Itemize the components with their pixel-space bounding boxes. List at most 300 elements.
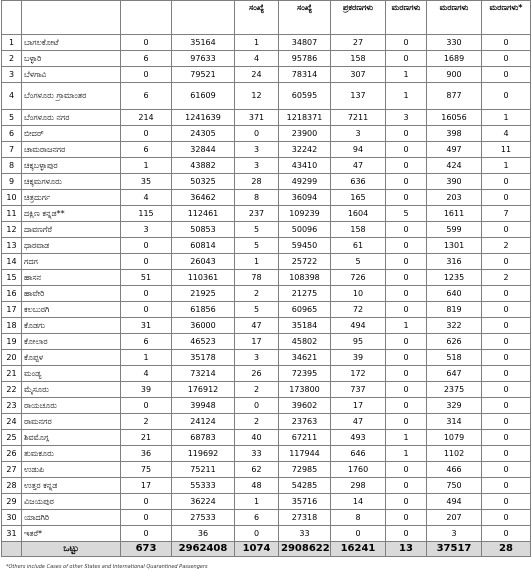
header-col-1 <box>121 1 172 35</box>
row-value-c7: 16056 <box>427 110 482 126</box>
row-value-c8: 0 <box>482 366 531 382</box>
row-value-c1: 2 <box>121 414 172 430</box>
row-value-c1: 6 <box>121 334 172 350</box>
row-value-c2: 21925 <box>172 286 235 302</box>
row-serial-number: 15 <box>2 270 22 286</box>
row-value-c8: 0 <box>482 414 531 430</box>
row-district-name: ರಾಯಚೂರು <box>22 398 121 414</box>
row-value-c3: 5 <box>235 238 279 254</box>
row-value-c6: 0 <box>386 302 427 318</box>
row-value-c2: 176912 <box>172 382 235 398</box>
row-value-c3: 371 <box>235 110 279 126</box>
table-row <box>2 430 531 446</box>
row-value-c8: 0 <box>482 286 531 302</box>
row-district-name: ಚಿತ್ರದುರ್ಗ <box>22 190 121 206</box>
row-value-c6: 0 <box>386 366 427 382</box>
row-value-c2: 110361 <box>172 270 235 286</box>
row-value-c7: 2375 <box>427 382 482 398</box>
row-value-c5: 7211 <box>331 110 386 126</box>
row-value-c2: 26043 <box>172 254 235 270</box>
row-value-c6: 0 <box>386 334 427 350</box>
row-value-c2: 79521 <box>172 67 235 83</box>
row-value-c3: 0 <box>235 526 279 542</box>
row-value-c8: 0 <box>482 430 531 446</box>
row-value-c8: 0 <box>482 83 531 110</box>
row-value-c5: 72 <box>331 302 386 318</box>
header-col-5: ಪ್ರಕರಣಗಳು <box>331 1 386 35</box>
row-serial-number: 3 <box>2 67 22 83</box>
row-value-c1: 4 <box>121 190 172 206</box>
row-value-c2: 36 <box>172 526 235 542</box>
row-value-c4: 78314 <box>279 67 331 83</box>
row-value-c3: 3 <box>235 350 279 366</box>
row-value-c4: 59450 <box>279 238 331 254</box>
row-value-c4: 95786 <box>279 51 331 67</box>
row-value-c3: 3 <box>235 142 279 158</box>
row-value-c5: 8 <box>331 510 386 526</box>
row-serial-number: 10 <box>2 190 22 206</box>
row-value-c3: 2 <box>235 286 279 302</box>
row-serial-number: 30 <box>2 510 22 526</box>
row-district-name: ಬಳ್ಳಾರಿ <box>22 51 121 67</box>
row-value-c1: 0 <box>121 302 172 318</box>
row-value-c8: 2 <box>482 270 531 286</box>
row-serial-number: 8 <box>2 158 22 174</box>
table-row <box>2 238 531 254</box>
row-serial-number: 17 <box>2 302 22 318</box>
row-value-c7: 626 <box>427 334 482 350</box>
row-value-c8: 0 <box>482 35 531 51</box>
row-value-c2: 75211 <box>172 462 235 478</box>
total-value-c6: 13 <box>386 542 427 557</box>
row-value-c6: 0 <box>386 142 427 158</box>
row-value-c1: 75 <box>121 462 172 478</box>
table-row <box>2 190 531 206</box>
row-value-c7: 322 <box>427 318 482 334</box>
row-value-c1: 1 <box>121 158 172 174</box>
row-value-c1: 3 <box>121 222 172 238</box>
total-blank-cell <box>2 542 22 557</box>
row-value-c5: 0 <box>331 526 386 542</box>
row-serial-number: 28 <box>2 478 22 494</box>
row-value-c7: 877 <box>427 83 482 110</box>
row-district-name: ತುಮಕೂರು <box>22 446 121 462</box>
row-value-c7: 900 <box>427 67 482 83</box>
table-row <box>2 174 531 190</box>
row-value-c3: 6 <box>235 510 279 526</box>
row-value-c2: 1241639 <box>172 110 235 126</box>
row-value-c2: 43882 <box>172 158 235 174</box>
row-value-c1: 1 <box>121 350 172 366</box>
row-value-c7: 314 <box>427 414 482 430</box>
row-value-c6: 0 <box>386 414 427 430</box>
row-value-c3: 1 <box>235 35 279 51</box>
table-row <box>2 35 531 51</box>
row-value-c7: 1611 <box>427 206 482 222</box>
row-value-c4: 54285 <box>279 478 331 494</box>
row-value-c5: 165 <box>331 190 386 206</box>
row-value-c6: 0 <box>386 382 427 398</box>
row-serial-number: 21 <box>2 366 22 382</box>
row-value-c6: 0 <box>386 238 427 254</box>
row-value-c4: 36094 <box>279 190 331 206</box>
row-value-c1: 0 <box>121 286 172 302</box>
table-row <box>2 462 531 478</box>
row-value-c2: 35164 <box>172 35 235 51</box>
row-value-c6: 0 <box>386 462 427 478</box>
row-value-c4: 35184 <box>279 318 331 334</box>
row-value-c7: 518 <box>427 350 482 366</box>
row-serial-number: 1 <box>2 35 22 51</box>
row-value-c1: 0 <box>121 510 172 526</box>
row-value-c1: 51 <box>121 270 172 286</box>
row-value-c2: 35178 <box>172 350 235 366</box>
row-value-c2: 55333 <box>172 478 235 494</box>
row-value-c1: 0 <box>121 126 172 142</box>
total-value-c4: 2908622 <box>279 542 331 557</box>
row-value-c4: 67211 <box>279 430 331 446</box>
row-value-c1: 0 <box>121 526 172 542</box>
row-value-c2: 36000 <box>172 318 235 334</box>
header-col-8: ಮರಣಗಳು* <box>482 1 531 35</box>
row-value-c5: 172 <box>331 366 386 382</box>
row-value-c4: 43410 <box>279 158 331 174</box>
row-value-c7: 1079 <box>427 430 482 446</box>
row-value-c4: 34621 <box>279 350 331 366</box>
row-value-c4: 39602 <box>279 398 331 414</box>
row-value-c6: 0 <box>386 254 427 270</box>
row-value-c8: 0 <box>482 462 531 478</box>
row-district-name: ಉತ್ತರ ಕನ್ನಡ <box>22 478 121 494</box>
row-value-c8: 0 <box>482 446 531 462</box>
row-value-c5: 494 <box>331 318 386 334</box>
table-body <box>2 35 531 557</box>
row-value-c8: 0 <box>482 398 531 414</box>
table-row <box>2 142 531 158</box>
row-value-c3: 62 <box>235 462 279 478</box>
row-value-c8: 0 <box>482 382 531 398</box>
row-value-c5: 39 <box>331 350 386 366</box>
row-value-c8: 7 <box>482 206 531 222</box>
row-value-c8: 2 <box>482 238 531 254</box>
row-district-name: ರಾಮನಗರ <box>22 414 121 430</box>
table-row <box>2 51 531 67</box>
row-district-name: ದಕ್ಷಿಣ ಕನ್ನಡ** <box>22 206 121 222</box>
row-value-c8: 0 <box>482 302 531 318</box>
row-value-c7: 390 <box>427 174 482 190</box>
row-district-name: ಉಡುಪಿ <box>22 462 121 478</box>
row-value-c1: 36 <box>121 446 172 462</box>
row-value-c6: 0 <box>386 510 427 526</box>
row-value-c1: 115 <box>121 206 172 222</box>
row-value-c5: 47 <box>331 414 386 430</box>
row-value-c3: 0 <box>235 126 279 142</box>
row-value-c6: 0 <box>386 286 427 302</box>
row-value-c3: 2 <box>235 414 279 430</box>
row-value-c3: 28 <box>235 174 279 190</box>
row-value-c6: 0 <box>386 126 427 142</box>
row-value-c5: 636 <box>331 174 386 190</box>
row-value-c6: 1 <box>386 67 427 83</box>
row-value-c3: 78 <box>235 270 279 286</box>
row-serial-number: 23 <box>2 398 22 414</box>
row-value-c7: 819 <box>427 302 482 318</box>
row-value-c2: 50325 <box>172 174 235 190</box>
row-serial-number: 29 <box>2 494 22 510</box>
header-col-6: ಮರಣಗಳು <box>386 1 427 35</box>
row-value-c4: 32242 <box>279 142 331 158</box>
row-value-c1: 0 <box>121 35 172 51</box>
table-row <box>2 286 531 302</box>
row-value-c2: 32844 <box>172 142 235 158</box>
table-row <box>2 83 531 110</box>
row-value-c5: 3 <box>331 126 386 142</box>
row-value-c7: 1689 <box>427 51 482 67</box>
row-serial-number: 7 <box>2 142 22 158</box>
row-value-c4: 117944 <box>279 446 331 462</box>
row-value-c3: 1 <box>235 494 279 510</box>
row-value-c7: 330 <box>427 35 482 51</box>
total-value-c2: 2962408 <box>172 542 235 557</box>
table-row <box>2 222 531 238</box>
header-col-4: ಸಂಖ್ಯೆ <box>279 1 331 35</box>
row-serial-number: 19 <box>2 334 22 350</box>
table-row <box>2 398 531 414</box>
row-district-name: ಚಾಮರಾಜನಗರ <box>22 142 121 158</box>
row-value-c4: 45802 <box>279 334 331 350</box>
header-col-3: ಸಂಖ್ಯೆ <box>235 1 279 35</box>
row-value-c7: 424 <box>427 158 482 174</box>
row-district-name: ಚಿಕ್ಕಬಳ್ಳಾಪುರ <box>22 158 121 174</box>
row-district-name: ಹಾವೇರಿ <box>22 286 121 302</box>
row-value-c3: 47 <box>235 318 279 334</box>
row-value-c8: 0 <box>482 478 531 494</box>
row-value-c3: 4 <box>235 51 279 67</box>
row-value-c6: 0 <box>386 526 427 542</box>
table-row <box>2 302 531 318</box>
row-value-c3: 17 <box>235 334 279 350</box>
row-value-c7: 647 <box>427 366 482 382</box>
row-value-c4: 72395 <box>279 366 331 382</box>
row-value-c8: 0 <box>482 222 531 238</box>
row-value-c5: 158 <box>331 222 386 238</box>
total-value-c8: 28 <box>482 542 531 557</box>
row-value-c7: 494 <box>427 494 482 510</box>
row-value-c2: 97633 <box>172 51 235 67</box>
row-serial-number: 24 <box>2 414 22 430</box>
table-row <box>2 414 531 430</box>
row-value-c3: 237 <box>235 206 279 222</box>
header-row <box>2 1 531 35</box>
row-value-c5: 646 <box>331 446 386 462</box>
row-serial-number: 16 <box>2 286 22 302</box>
footnote: *Others include Cases of other States and International Quarantined Passengers <box>6 564 208 570</box>
row-value-c1: 6 <box>121 83 172 110</box>
row-district-name: ಧಾರವಾಡ <box>22 238 121 254</box>
row-value-c4: 173800 <box>279 382 331 398</box>
row-value-c6: 0 <box>386 51 427 67</box>
total-value-c1: 673 <box>121 542 172 557</box>
table-row <box>2 254 531 270</box>
table-row <box>2 350 531 366</box>
total-value-c5: 16241 <box>331 542 386 557</box>
table-row <box>2 206 531 222</box>
row-value-c8: 0 <box>482 510 531 526</box>
row-value-c7: 203 <box>427 190 482 206</box>
row-value-c4: 60595 <box>279 83 331 110</box>
row-value-c6: 1 <box>386 430 427 446</box>
row-value-c8: 4 <box>482 126 531 142</box>
row-district-name: ಮೈಸೂರು <box>22 382 121 398</box>
row-serial-number: 31 <box>2 526 22 542</box>
row-value-c2: 36224 <box>172 494 235 510</box>
row-district-name: ವಿಜಯಪುರ <box>22 494 121 510</box>
row-district-name: ಚಿಕ್ಕಮಗಳೂರು <box>22 174 121 190</box>
row-value-c7: 329 <box>427 398 482 414</box>
row-serial-number: 5 <box>2 110 22 126</box>
row-value-c4: 23900 <box>279 126 331 142</box>
header-col-7: ಮರಣಗಳು <box>427 1 482 35</box>
row-value-c7: 316 <box>427 254 482 270</box>
row-value-c8: 0 <box>482 190 531 206</box>
row-value-c6: 0 <box>386 398 427 414</box>
table-row <box>2 67 531 83</box>
row-value-c2: 61856 <box>172 302 235 318</box>
table-row <box>2 110 531 126</box>
row-value-c4: 35716 <box>279 494 331 510</box>
row-value-c7: 207 <box>427 510 482 526</box>
row-value-c2: 60814 <box>172 238 235 254</box>
row-value-c5: 95 <box>331 334 386 350</box>
row-value-c8: 0 <box>482 174 531 190</box>
row-value-c6: 0 <box>386 222 427 238</box>
table-row <box>2 318 531 334</box>
row-serial-number: 20 <box>2 350 22 366</box>
row-district-name: ಶಿವಮೊಗ್ಗ <box>22 430 121 446</box>
table-row <box>2 158 531 174</box>
row-value-c2: 46523 <box>172 334 235 350</box>
header-sno <box>2 1 22 35</box>
row-value-c5: 726 <box>331 270 386 286</box>
row-value-c8: 0 <box>482 67 531 83</box>
row-value-c6: 0 <box>386 174 427 190</box>
row-district-name: ಕೊಪ್ಪಳ <box>22 350 121 366</box>
table-row <box>2 446 531 462</box>
header-col-2 <box>172 1 235 35</box>
row-value-c5: 61 <box>331 238 386 254</box>
row-value-c3: 24 <box>235 67 279 83</box>
row-value-c1: 21 <box>121 430 172 446</box>
row-value-c7: 1301 <box>427 238 482 254</box>
row-value-c4: 72985 <box>279 462 331 478</box>
row-serial-number: 25 <box>2 430 22 446</box>
row-value-c2: 39948 <box>172 398 235 414</box>
row-value-c7: 497 <box>427 142 482 158</box>
row-value-c5: 27 <box>331 35 386 51</box>
row-value-c4: 25722 <box>279 254 331 270</box>
row-value-c4: 27318 <box>279 510 331 526</box>
row-value-c5: 10 <box>331 286 386 302</box>
table-row <box>2 382 531 398</box>
row-serial-number: 4 <box>2 83 22 110</box>
row-serial-number: 26 <box>2 446 22 462</box>
row-value-c1: 6 <box>121 142 172 158</box>
row-district-name: ಯಾದಗಿರಿ <box>22 510 121 526</box>
row-value-c7: 640 <box>427 286 482 302</box>
row-district-name: ಕಲಬುರಗಿ <box>22 302 121 318</box>
row-value-c1: 31 <box>121 318 172 334</box>
row-value-c1: 4 <box>121 366 172 382</box>
row-serial-number: 12 <box>2 222 22 238</box>
row-value-c2: 27533 <box>172 510 235 526</box>
row-value-c4: 33 <box>279 526 331 542</box>
row-value-c7: 398 <box>427 126 482 142</box>
table-row <box>2 270 531 286</box>
row-district-name: ಬೆಂಗಳೂರು ನಗರ <box>22 110 121 126</box>
row-value-c4: 1218371 <box>279 110 331 126</box>
row-value-c2: 24305 <box>172 126 235 142</box>
row-value-c4: 60965 <box>279 302 331 318</box>
row-value-c8: 0 <box>482 334 531 350</box>
row-value-c8: 0 <box>482 350 531 366</box>
row-value-c7: 1235 <box>427 270 482 286</box>
row-value-c1: 0 <box>121 494 172 510</box>
row-value-c8: 11 <box>482 142 531 158</box>
row-value-c3: 0 <box>235 398 279 414</box>
row-value-c4: 23763 <box>279 414 331 430</box>
row-value-c2: 119692 <box>172 446 235 462</box>
row-value-c6: 0 <box>386 350 427 366</box>
row-value-c1: 17 <box>121 478 172 494</box>
total-value-c3: 1074 <box>235 542 279 557</box>
row-serial-number: 27 <box>2 462 22 478</box>
table-row <box>2 526 531 542</box>
row-district-name: ಹಾಸನ <box>22 270 121 286</box>
row-value-c2: 112461 <box>172 206 235 222</box>
district-covid-table <box>1 0 531 557</box>
row-value-c5: 737 <box>331 382 386 398</box>
row-value-c3: 40 <box>235 430 279 446</box>
row-value-c8: 1 <box>482 158 531 174</box>
row-value-c3: 5 <box>235 302 279 318</box>
row-value-c4: 34807 <box>279 35 331 51</box>
row-district-name: ದಾವಣಗೆರೆ <box>22 222 121 238</box>
row-serial-number: 22 <box>2 382 22 398</box>
table-row <box>2 510 531 526</box>
row-value-c5: 47 <box>331 158 386 174</box>
row-value-c6: 0 <box>386 270 427 286</box>
row-value-c1: 39 <box>121 382 172 398</box>
row-value-c1: 0 <box>121 67 172 83</box>
row-value-c6: 1 <box>386 446 427 462</box>
row-value-c3: 8 <box>235 190 279 206</box>
row-district-name: ಗದಗ <box>22 254 121 270</box>
row-value-c6: 0 <box>386 190 427 206</box>
row-district-name: ಇತರೆ* <box>22 526 121 542</box>
row-value-c4: 108398 <box>279 270 331 286</box>
row-value-c6: 1 <box>386 83 427 110</box>
row-value-c5: 94 <box>331 142 386 158</box>
row-value-c7: 599 <box>427 222 482 238</box>
row-district-name: ಬೆಳಗಾವಿ <box>22 67 121 83</box>
row-value-c1: 214 <box>121 110 172 126</box>
row-serial-number: 18 <box>2 318 22 334</box>
row-value-c6: 0 <box>386 158 427 174</box>
row-value-c3: 48 <box>235 478 279 494</box>
row-value-c7: 750 <box>427 478 482 494</box>
row-value-c1: 35 <box>121 174 172 190</box>
row-value-c3: 5 <box>235 222 279 238</box>
